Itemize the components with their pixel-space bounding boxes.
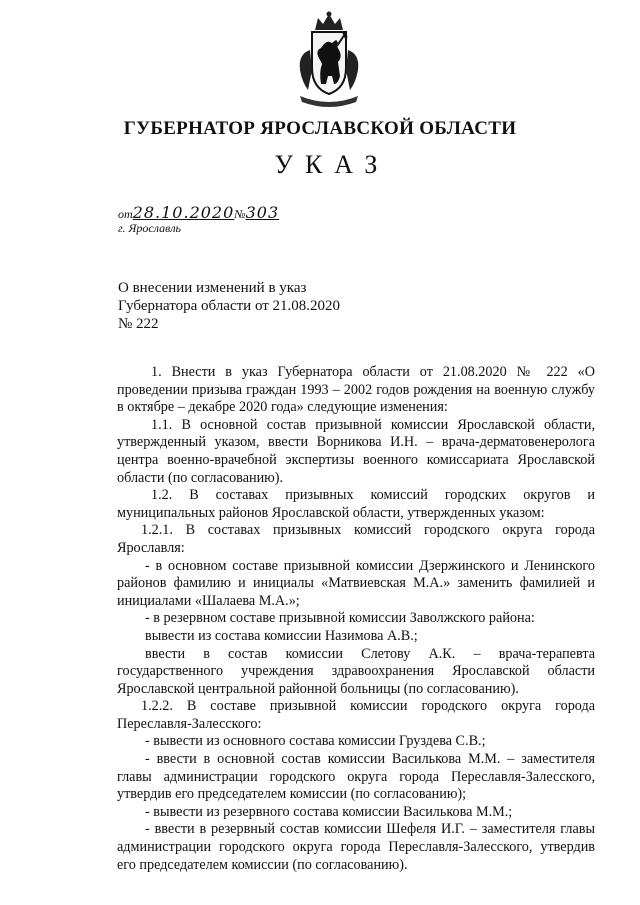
paragraph-add-shefel: - ввести в резервный состав комиссии Шефеля И.Г. – заместителя главы администрации городского округа города Переславля-Залесского, утвердив его председателем комиссии (по согласованию). [117,821,595,873]
document-number: 303 [245,203,280,222]
paragraph-1: 1. Внести в указ Губернатора области от 21.08.2020 № 222 «О проведении призыва граждан 1993 – 2002 годов рождения на военную службу в октябре – декабре 2020 года» следующие изменения: [117,364,595,416]
paragraph-remove-vasilkov: - вывести из резервного состава комиссии Василькова М.М.; [145,803,513,820]
subject-line-3: № 222 [118,316,159,332]
paragraph-1-2-2: 1.2.2. В составе призывной комиссии городского округа города Переславля-Залесского: [117,698,595,732]
paragraph-reserve-composition: - в резервном составе призывной комиссии Заволжского района: [145,610,535,627]
issuing-authority: ГУБЕРНАТОР ЯРОСЛАВСКОЙ ОБЛАСТИ [123,118,517,139]
date-number-line [118,203,280,235]
paragraph-add-sletova: ввести в состав комиссии Слетову А.К. – врача-терапевта государственного учреждения здравоохранения Ярославской области Ярославской центральной районной больницы (по согласованию). [117,645,595,697]
paragraph-remove-gruzdev: - вывести из основного состава комиссии Груздева С.В.; [145,733,486,750]
paragraph-add-vasilkov: - ввести в основной состав комиссии Василькова М.М. – заместителя главы администрации городского округа города Переславля-Залесского, утвердив его председателем комиссии (по согласованию); [117,751,595,803]
number-prefix: № [234,207,246,221]
paragraph-remove-nazimov: вывести из состава комиссии Назимова А.В.; [145,627,418,644]
coat-of-arms-emblem [288,10,370,110]
paragraph-1-1: 1.1. В основной состав призывной комиссии Ярославской области, утвержденный указом, ввести Ворникова И.Н. – врача-дерматовенеролога центра военно-врачебной экспертизы военного комиссариата Ярославской области (по согласованию). [117,416,595,486]
document-body [117,364,595,874]
paragraph-main-composition: - в основном составе призывной комиссии Дзержинского и Ленинского районов фамилию и инициалы «Матвиевская М.А.» заменить фамилией и инициалами «Шалаева М.А.»; [117,557,595,609]
document-type-title: УКАЗ [274,150,390,179]
paragraph-1-2-1: 1.2.1. В составах призывных комиссий городского округа города Ярославля: [117,522,595,556]
subject-line-1: О внесении изменений в указ [118,280,307,296]
document-city: г. Ярославль [118,221,182,235]
document-meta [118,203,280,235]
document-date: 28.10.2020 [132,203,235,222]
document-subject [118,279,340,333]
subject-line-2: Губернатора области от 21.08.2020 [118,298,341,314]
date-prefix: от [118,207,133,221]
paragraph-1-2: 1.2. В составах призывных комиссий городских округов и муниципальных районов Ярославской области, утвержденных указом: [117,487,595,521]
